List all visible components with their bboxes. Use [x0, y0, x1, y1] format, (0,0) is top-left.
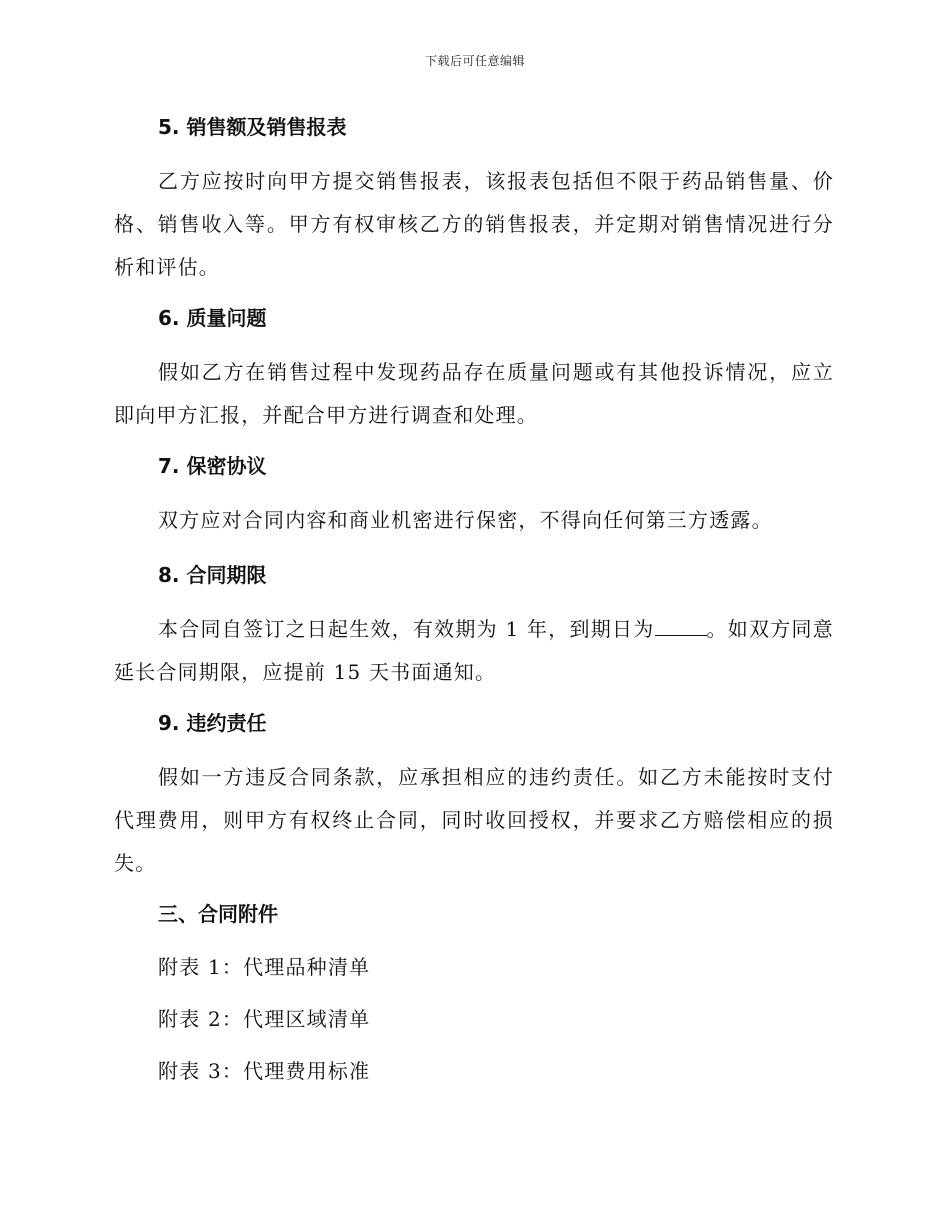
document-body: [114, 108, 834, 1103]
annex-item: 附表 3：代理费用标准: [158, 1059, 371, 1083]
section-8-heading: 8. 合同期限: [158, 563, 267, 587]
section-7-heading: 7. 保密协议: [158, 454, 267, 478]
section-6-body: 假如乙方在销售过程中发现药品存在质量问题或有其他投诉情况，应立即向甲方汇报，并配合甲方进行调查和处理。: [114, 360, 834, 427]
section-5-body: 乙方应按时向甲方提交销售报表，该报表包括但不限于药品销售量、价格、销售收入等。甲方有权审核乙方的销售报表，并定期对销售情况进行分析和评估。: [114, 169, 834, 279]
section-5-heading: 5. 销售额及销售报表: [158, 115, 347, 139]
expiry-date-blank: [655, 617, 707, 636]
section-9-heading: 9. 违约责任: [158, 711, 267, 735]
section-9-body: 假如一方违反合同条款，应承担相应的违约责任。如乙方未能按时支付代理费用，则甲方有权终止合同，同时收回授权，并要求乙方赔偿相应的损失。: [114, 765, 834, 875]
section-8-body-before: 本合同自签订之日起生效，有效期为 1 年，到期日为: [158, 617, 655, 641]
section-8-body: [114, 608, 834, 694]
annex-item: 附表 1：代理品种清单: [158, 955, 371, 979]
header-note: 下载后可任意编辑: [424, 54, 525, 68]
section-7-body: 双方应对合同内容和商业机密进行保密，不得向任何第三方透露。: [158, 508, 773, 532]
section-8-body-after: 。如双方同意延长合同期限，应提前 15 天书面通知。: [114, 617, 834, 684]
section-6-heading: 6. 质量问题: [158, 306, 267, 330]
annex-item: 附表 2：代理区域清单: [158, 1007, 371, 1031]
annex-heading: 三、合同附件: [158, 902, 278, 926]
